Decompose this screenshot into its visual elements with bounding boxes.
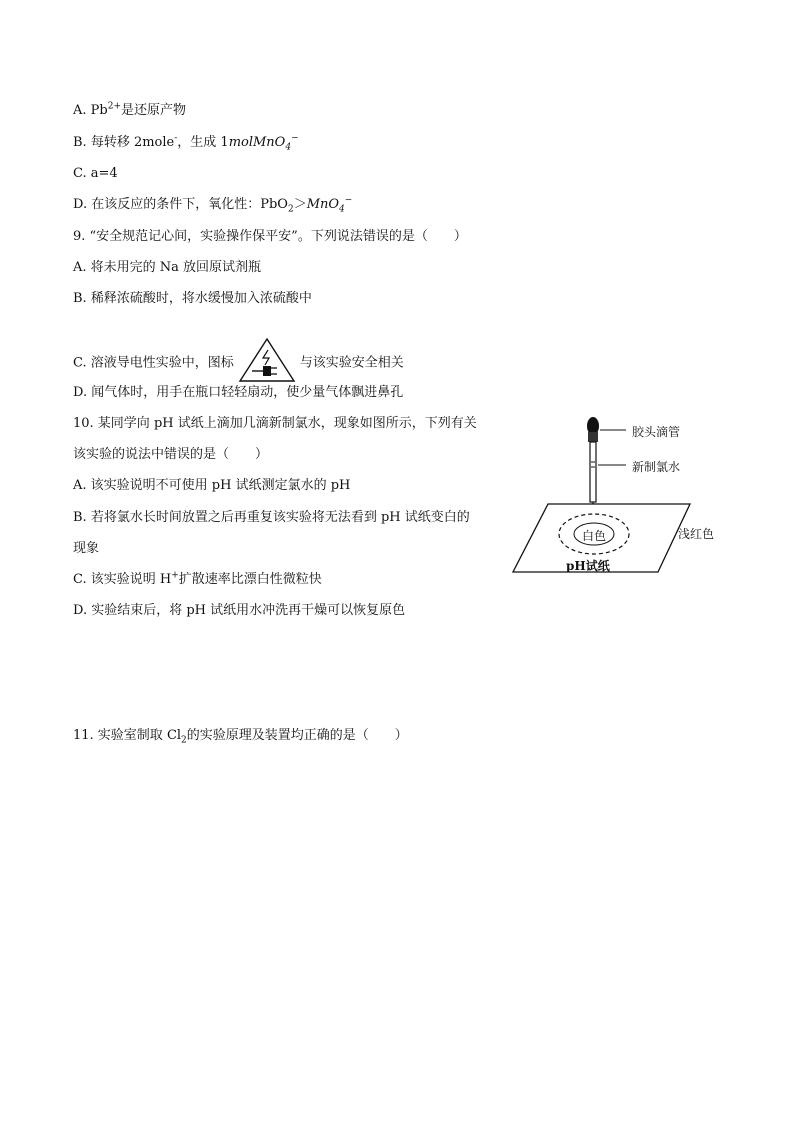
q8-option-a: A. $Pb^{2+}$是还原产物 [73, 101, 187, 118]
q11-stem: 11. 实验室制取 $Cl_2$的实验原理及装置均正确的是（ ） [73, 728, 408, 746]
q9-option-d: D. 闻气体时，用手在瓶口轻轻扇动，使少量气体飘进鼻孔 [73, 385, 404, 400]
ph-paper-label: pH试纸 [566, 559, 610, 573]
q10-option-b-line2: 现象 [73, 541, 100, 556]
q10-stem-line1: 10. 某同学向 pH 试纸上滴加几滴新制氯水，现象如图所示，下列有关 [73, 416, 477, 431]
q10-option-b-line1: B. 若将氯水长时间放置之后再重复该实验将无法看到 pH 试纸变白的 [73, 510, 470, 525]
electrical-safety-icon [238, 337, 296, 389]
q10-option-c: C. 该实验说明 H+扩散速率比漂白性微粒快 [73, 570, 322, 587]
q10-option-d: D. 实验结束后，将 pH 试纸用水冲洗再干燥可以恢复原色 [73, 603, 406, 618]
q9-stem: 9. “安全规范记心间，实验操作保平安”。下列说法错误的是（ ） [73, 229, 467, 244]
q8-option-b: B. 每转移 2mole-，生成 1molMnO$_4$− [73, 133, 299, 153]
ph-paper-figure [508, 412, 758, 586]
chlorine-water-label: 新制氯水 [632, 460, 681, 474]
light-red-label: 浅红色 [678, 527, 715, 541]
q10-option-a: A. 该实验说明不可使用 pH 试纸测定氯水的 pH [73, 478, 351, 493]
q9-option-b: B. 稀释浓硫酸时，将水缓慢加入浓硫酸中 [73, 291, 312, 306]
q8-option-c: C. a=4 [73, 166, 118, 181]
dropper-label: 胶头滴管 [632, 425, 681, 439]
q9-option-c: C. 溶液导电性实验中，图标 与该实验安全相关 [73, 337, 404, 389]
white-center-label: 白色 [582, 529, 607, 543]
q8-option-d: D. 在该反应的条件下，氧化性：PbO$_2$＞MnO$_4$− [73, 195, 353, 215]
q9-option-a: A. 将未用完的 Na 放回原试剂瓶 [73, 260, 262, 275]
q10-stem-line2: 该实验的说法中错误的是（ ） [73, 447, 269, 462]
